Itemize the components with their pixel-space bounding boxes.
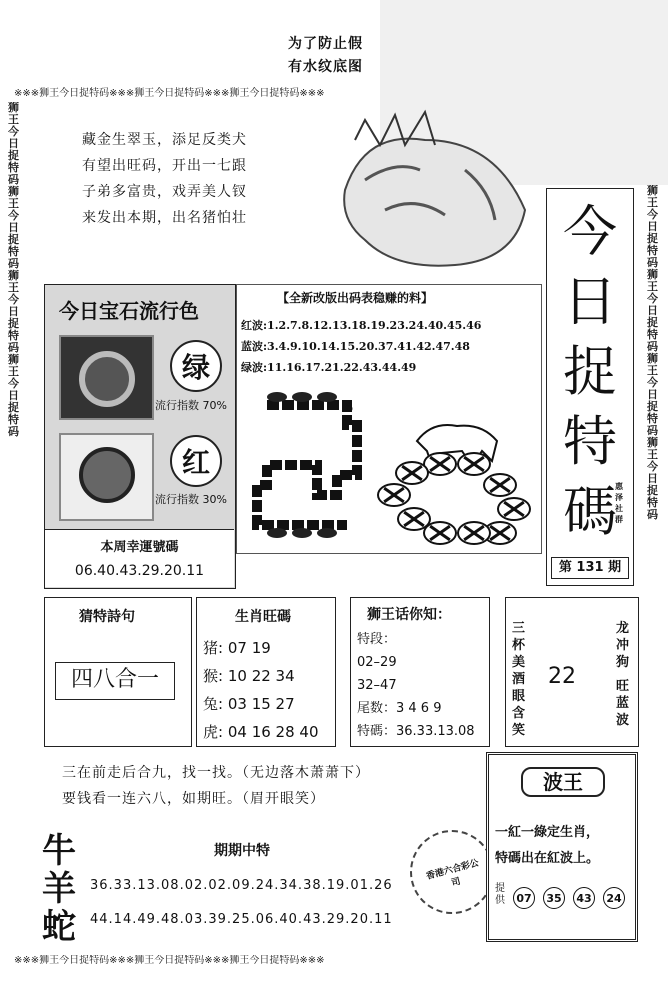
zodiac-row: 虎: 04 16 28 40: [203, 723, 319, 741]
lion-says-box: [350, 597, 490, 747]
wave-king-provide: 提供: [495, 883, 505, 906]
bottom-row-2: 44.14.49.48.03.39.25.06.40.43.29.20.11: [90, 912, 393, 927]
poem-line: 藏金生翠玉，添足反类犬: [82, 132, 247, 148]
zodiac-codes-title: 生肖旺碼: [235, 609, 291, 625]
issue-number: 第 131 期: [551, 557, 629, 579]
poem-line: 有望出旺码，开出一七跟: [82, 158, 247, 174]
wave-king-line-1: 一紅一綠定生肖，: [495, 825, 600, 840]
title-char: 日: [563, 270, 617, 333]
title-char: 特: [563, 410, 617, 473]
ring-ball: [457, 521, 491, 545]
lion-says-lines: [357, 628, 475, 743]
poem-line: 来发出本期，出名猪怕壮: [82, 210, 247, 226]
ring-ball: [377, 483, 411, 507]
title-vertical-box: [546, 188, 634, 586]
lion-says-line: 特碼：36.33.13.08: [357, 724, 475, 739]
bottom-row-1: 36.33.13.08.02.02.09.24.34.38.19.01.26: [90, 878, 393, 893]
bottom-zodiac: 牛羊蛇: [42, 831, 76, 947]
gem-index-1: 流行指数 70%: [155, 399, 227, 412]
lucky-section: [45, 529, 234, 587]
gem-index-2: 流行指数 30%: [155, 493, 227, 506]
zodiac-row: 兔: 03 15 27: [203, 695, 295, 713]
color-circle-green: 绿: [170, 340, 222, 392]
border-right-text: 狮王今日捉特码狮王今日捉特码狮王今日捉特码狮王今日捉特码: [647, 185, 658, 521]
waves-digit: 6: [345, 401, 354, 416]
right-number: 22: [548, 664, 576, 689]
poem-line: 子弟多富贵，戏弄美人钗: [82, 184, 247, 200]
zodiac-row: 猪: 07 19: [203, 639, 271, 657]
gem-panel: [44, 284, 236, 589]
stamp-seal: [410, 830, 494, 914]
lion-says-line: 特段：: [357, 632, 397, 647]
ring-ball: [397, 507, 431, 531]
wave-ball: 35: [543, 887, 565, 909]
color-circle-red: 红: [170, 435, 222, 487]
bottom-title: 期期中特: [214, 843, 270, 859]
wave-red: 红波:1.2.7.8.12.13.18.19.23.24.40.45.46: [241, 319, 482, 332]
wave-ball: 07: [513, 887, 535, 909]
stamp-text: 香港六合彩公司: [425, 858, 481, 889]
guess-poem-text: 四八合一: [55, 662, 175, 700]
hint-line-2: 要钱看一连六八，如期旺。（眉开眼笑）: [62, 791, 325, 807]
guess-poem-title: 猜特詩句: [79, 609, 135, 625]
lion-says-line: 02–29: [357, 655, 397, 670]
border-left-text: 狮王今日捉特码狮王今日捉特码狮王今日捉特码狮王今日捉特码: [8, 102, 19, 438]
wave-green: 绿波:11.16.17.21.22.43.44.49: [241, 361, 417, 374]
wave-king-line-2: 特碼出在紅波上。: [495, 851, 600, 866]
gem-image-1: [59, 335, 154, 420]
lion-says-line: 32–47: [357, 678, 397, 693]
zodiac-rows: [203, 634, 319, 746]
waves-panel: [236, 284, 542, 554]
wave-ball: 24: [603, 887, 625, 909]
hint-line-1: 三在前走后合九，找一找。（无边落木萧萧下）: [62, 765, 370, 781]
title-sub: 惠 泽 社 群: [615, 482, 623, 524]
right-col-1: 龙冲狗: [616, 621, 630, 670]
ring-ball: [457, 452, 491, 476]
lion-says-line: 尾数：3 4 6 9: [357, 701, 442, 716]
right-left-col: 三杯美酒眼含笑: [512, 621, 526, 738]
lucky-numbers: 06.40.43.29.20.11: [74, 563, 205, 579]
right-col-2: 旺蓝波: [616, 679, 630, 728]
waves-title: 【全新改版出码表稳赚的料】: [277, 291, 434, 305]
header-line-2: 有水纹底图: [288, 59, 363, 75]
right-poem-box: [505, 597, 639, 747]
lion-says-title: 狮王话你知：: [367, 607, 451, 623]
wave-king-box: [486, 752, 638, 942]
title-char: 今: [563, 200, 617, 263]
lion-head-illustration: [325, 100, 540, 270]
gem-title: 今日宝石流行色: [59, 299, 199, 323]
wave-blue: 蓝波:3.4.9.10.14.15.20.37.41.42.47.48: [241, 340, 470, 353]
border-top-text: ※※※狮王今日捉特码※※※狮王今日捉特码※※※狮王今日捉特码※※※: [14, 88, 325, 99]
ring-ball: [395, 461, 429, 485]
header-line-1: 为了防止假: [288, 36, 363, 52]
title-char: 捉: [563, 340, 617, 403]
zodiac-codes-box: [196, 597, 336, 747]
border-bottom-text: ※※※狮王今日捉特码※※※狮王今日捉特码※※※狮王今日捉特码※※※: [14, 955, 325, 966]
lucky-title: 本周幸運號碼: [100, 540, 179, 555]
zodiac-row: 猴: 10 22 34: [203, 667, 295, 685]
wave-ball: 43: [573, 887, 595, 909]
title-char: 碼: [563, 480, 617, 543]
gem-image-2: [59, 433, 154, 521]
ring-ball: [483, 473, 517, 497]
guess-poem-box: [44, 597, 192, 747]
poem-block: [82, 127, 247, 231]
wave-king-title: 波王: [521, 767, 605, 797]
ring-ball: [497, 497, 531, 521]
